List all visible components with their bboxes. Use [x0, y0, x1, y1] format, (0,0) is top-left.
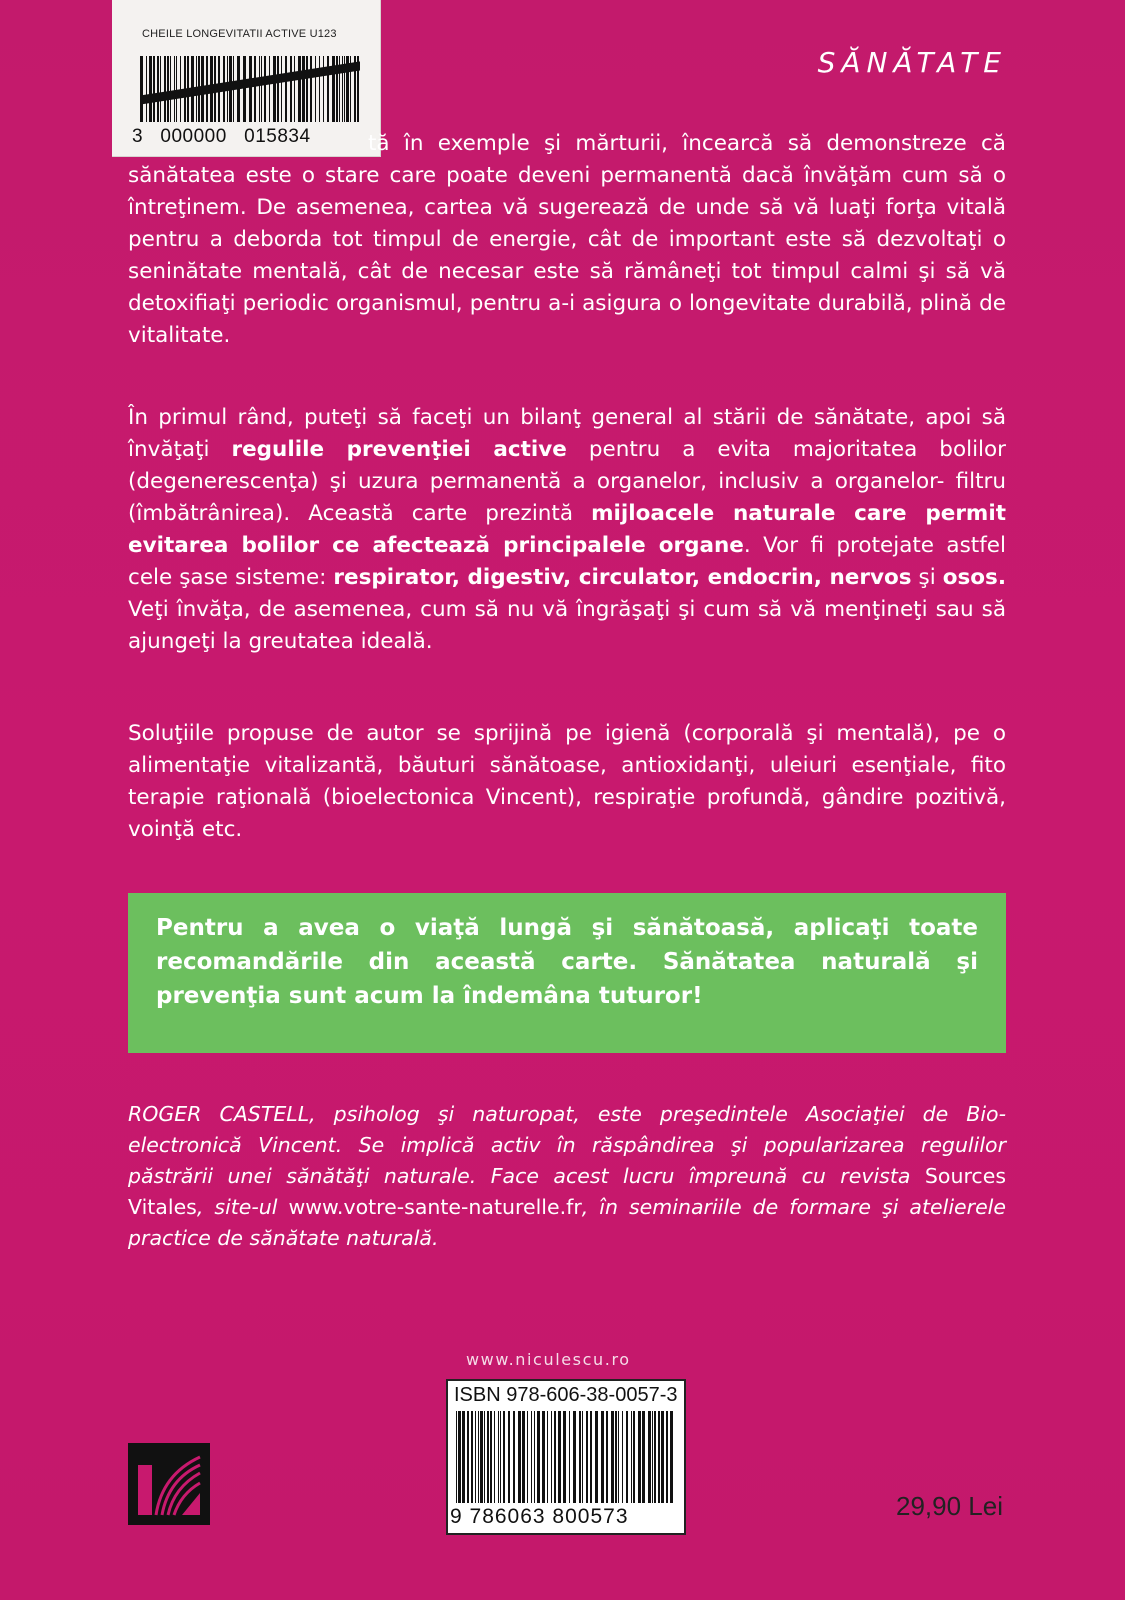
- barcode-bar: [534, 1411, 535, 1503]
- author-text-e: , în seminariile de formare şi atelierele practice de sănătate naturală.: [128, 1195, 1006, 1250]
- barcode-bar: [458, 1411, 461, 1503]
- barcode-bar: [180, 56, 181, 122]
- p2-bold-osos: osos.: [942, 565, 1006, 590]
- barcode-bar: [249, 56, 252, 122]
- barcode-bar: [633, 1411, 635, 1503]
- barcode-bar: [140, 56, 143, 122]
- callout-text: Pentru a avea o viaţă lungă şi sănătoasă, aplicaţi toate recomandările din această carte. Sănătatea naturală şi prevenţia sunt acum la îndemâna tuturor!: [156, 915, 978, 1009]
- barcode-bar: [149, 56, 152, 122]
- p2-bold-systems: respirator, digestiv, circulator, endocrin, nervos: [333, 565, 912, 590]
- barcode-bar: [176, 56, 177, 122]
- barcode-bar: [319, 56, 320, 122]
- p2-text-a: În primul rând, puteţi să faceţi un bilanţ general al stării de sănătate, apoi să învăţaţi: [128, 405, 1006, 462]
- paragraph-intro: tă în exemple şi mărturii, încearcă să demonstreze că sănătatea este o stare care poate deveni permanentă dacă învăţăm cum să o întreţinem. De asemenea, cartea vă sugerează de unde să vă luaţi forţa vitală pentru a deborda tot timpul de energie, cât de important este să dezvoltaţi o seninătate mentală, cât de necesar este să rămâneţi tot timpul calmi şi să vă detoxifiaţi periodic organismul, pentru a-i asigura o longevitate durabilă, plină de vitalitate.: [128, 131, 1006, 348]
- barcode-bar: [503, 1411, 505, 1503]
- barcode-bar: [494, 1411, 495, 1503]
- barcode-bar: [518, 1411, 521, 1503]
- barcode-bar: [606, 1411, 608, 1503]
- barcode-bar: [285, 56, 287, 122]
- p2-bold-rules: regulile prevenţiei active: [231, 437, 567, 462]
- barcode-bar: [638, 1411, 641, 1503]
- barcode-bar: [648, 1411, 651, 1503]
- isbn-barcode: [456, 1411, 676, 1503]
- barcode-bar: [542, 1411, 545, 1503]
- barcode-bar: [654, 1411, 656, 1503]
- barcode-bar: [522, 1411, 525, 1503]
- barcode-bar: [277, 56, 279, 122]
- barcode-bar: [484, 1411, 485, 1503]
- barcode-bar: [281, 56, 282, 122]
- barcode-bar: [601, 1411, 604, 1503]
- barcode-bar: [273, 56, 276, 122]
- barcode-bar: [315, 56, 316, 122]
- barcode-bar: [554, 1411, 556, 1503]
- barcode-bar: [670, 1411, 673, 1503]
- paragraph-prevention: [128, 402, 1006, 658]
- barcode-bar: [626, 1411, 628, 1503]
- barcode-bar: [456, 1411, 457, 1503]
- barcode-bar: [327, 56, 329, 122]
- paragraph-solutions: Soluţiile propuse de autor se sprijină pe igienă (corporală şi mentală), pe o alimentaţie vitalizantă, băuturi sănătoase, antioxidanţi, uleiuri esenţiale, fito terapie raţională (bioelectonica Vincent), respiraţie profundă, gândire pozitivă, voinţă etc.: [128, 721, 1006, 842]
- p2-text-i: Veţi învăţa, de asemenea, cum să nu vă îngrăşaţi şi cum să vă menţineţi sau să ajungeţi la greutatea ideală.: [128, 597, 1006, 654]
- barcode-bar: [590, 1411, 592, 1503]
- barcode-bar: [153, 56, 155, 122]
- barcode-bar: [294, 56, 295, 122]
- barcode-bar: [611, 1411, 614, 1503]
- author-text-a: ROGER CASTELL, psiholog şi naturopat, este preşedintele Asociaţiei de Bio-electronică Vincent. Se implică activ în răspândirea şi popularizarea regulilor păstrării unei sănătăţi naturale. Face acest lucru împreună cu revista: [128, 1102, 1006, 1188]
- barcode-bar: [490, 1411, 492, 1503]
- barcode-bar: [537, 1411, 540, 1503]
- p2-text-e: . Vor fi protejate astfel cele şase sisteme:: [128, 533, 1006, 590]
- p2-text-c: pentru a evita majoritatea bolilor (degenerescenţa) şi uzura permanentă a organelor, inclusiv a organelor- filtru (îmbătrânirea). Această carte prezintă: [128, 437, 1007, 526]
- barcode-bar: [622, 1411, 623, 1503]
- author-magazine: Sources Vitales: [128, 1164, 1006, 1219]
- barcode-bar: [261, 56, 262, 122]
- barcode-bar: [475, 1411, 476, 1503]
- barcode-bar: [174, 56, 175, 122]
- barcode-bar: [547, 1411, 548, 1503]
- barcode-bar: [558, 1411, 561, 1503]
- barcode-bar: [531, 1411, 532, 1503]
- barcode-bar: [243, 56, 246, 122]
- barcode-bar: [462, 1411, 465, 1503]
- barcode-bar: [500, 1411, 501, 1503]
- barcode-bar: [167, 56, 169, 122]
- barcode-bar: [508, 1411, 510, 1503]
- p2-text-g: şi: [911, 565, 943, 590]
- isbn-label: ISBN 978-606-38-0057-3: [454, 1384, 678, 1406]
- barcode-bar: [642, 1411, 645, 1503]
- barcode-bar: [551, 1411, 552, 1503]
- barcode-bar: [164, 56, 166, 122]
- publisher-website: www.niculescu.ro: [466, 1350, 631, 1369]
- barcode-bar: [569, 1411, 570, 1503]
- barcode-bar: [298, 56, 301, 122]
- barcode-bar: [595, 1411, 598, 1503]
- barcode-bar: [306, 56, 308, 122]
- author-bio: [128, 1099, 1006, 1254]
- callout-box: [128, 893, 1006, 1053]
- barcode-bar: [467, 1411, 469, 1503]
- barcode-bar: [513, 1411, 515, 1503]
- barcode-bar: [527, 1411, 528, 1503]
- barcode-bar: [254, 56, 256, 122]
- barcode-bar: [302, 56, 305, 122]
- sticker-barcode: [140, 56, 360, 122]
- barcode-bar: [170, 56, 171, 122]
- publisher-logo-icon: [128, 1443, 210, 1525]
- barcode-bar: [160, 56, 161, 122]
- author-text-c: , site-ul: [196, 1195, 289, 1219]
- barcode-bar: [157, 56, 159, 122]
- barcode-bar: [480, 1411, 483, 1503]
- barcode-bar: [498, 1411, 499, 1503]
- barcode-bar: [579, 1411, 581, 1503]
- sticker-number: 3 000000 015834: [132, 126, 311, 147]
- barcode-bar: [573, 1411, 576, 1503]
- price-label: 29,90 Lei: [896, 1491, 1003, 1521]
- sticker-title: CHEILE LONGEVITATII ACTIVE U123: [142, 28, 337, 40]
- barcode-bar: [323, 56, 324, 122]
- barcode-bar: [478, 1411, 479, 1503]
- barcode-bar: [269, 56, 270, 122]
- author-website: www.votre-sante-naturelle.fr: [288, 1195, 582, 1219]
- barcode-bar: [666, 1411, 668, 1503]
- barcode-bar: [618, 1411, 619, 1503]
- barcode-bar: [563, 1411, 566, 1503]
- barcode-bar: [582, 1411, 583, 1503]
- barcode-bar: [615, 1411, 617, 1503]
- barcode-bar: [658, 1411, 660, 1503]
- barcode-bar: [586, 1411, 588, 1503]
- isbn-digits: 9 786063 800573: [450, 1505, 629, 1528]
- barcode-bar: [259, 56, 260, 122]
- isbn-barcode-box: [446, 1379, 686, 1535]
- category-label: SĂNĂTATE: [817, 46, 1007, 79]
- barcode-bar: [471, 1411, 473, 1503]
- barcode-bar: [146, 56, 147, 122]
- p2-bold-means: mijloacele naturale care permit evitarea bolilor ce afectează principalele organe: [128, 501, 1006, 558]
- barcode-bar: [631, 1411, 632, 1503]
- barcode-bar: [310, 56, 312, 122]
- barcode-bar: [264, 56, 266, 122]
- barcode-bar: [290, 56, 292, 122]
- barcode-bar: [661, 1411, 664, 1503]
- barcode-bar: [652, 1411, 653, 1503]
- barcode-bar: [487, 1411, 489, 1503]
